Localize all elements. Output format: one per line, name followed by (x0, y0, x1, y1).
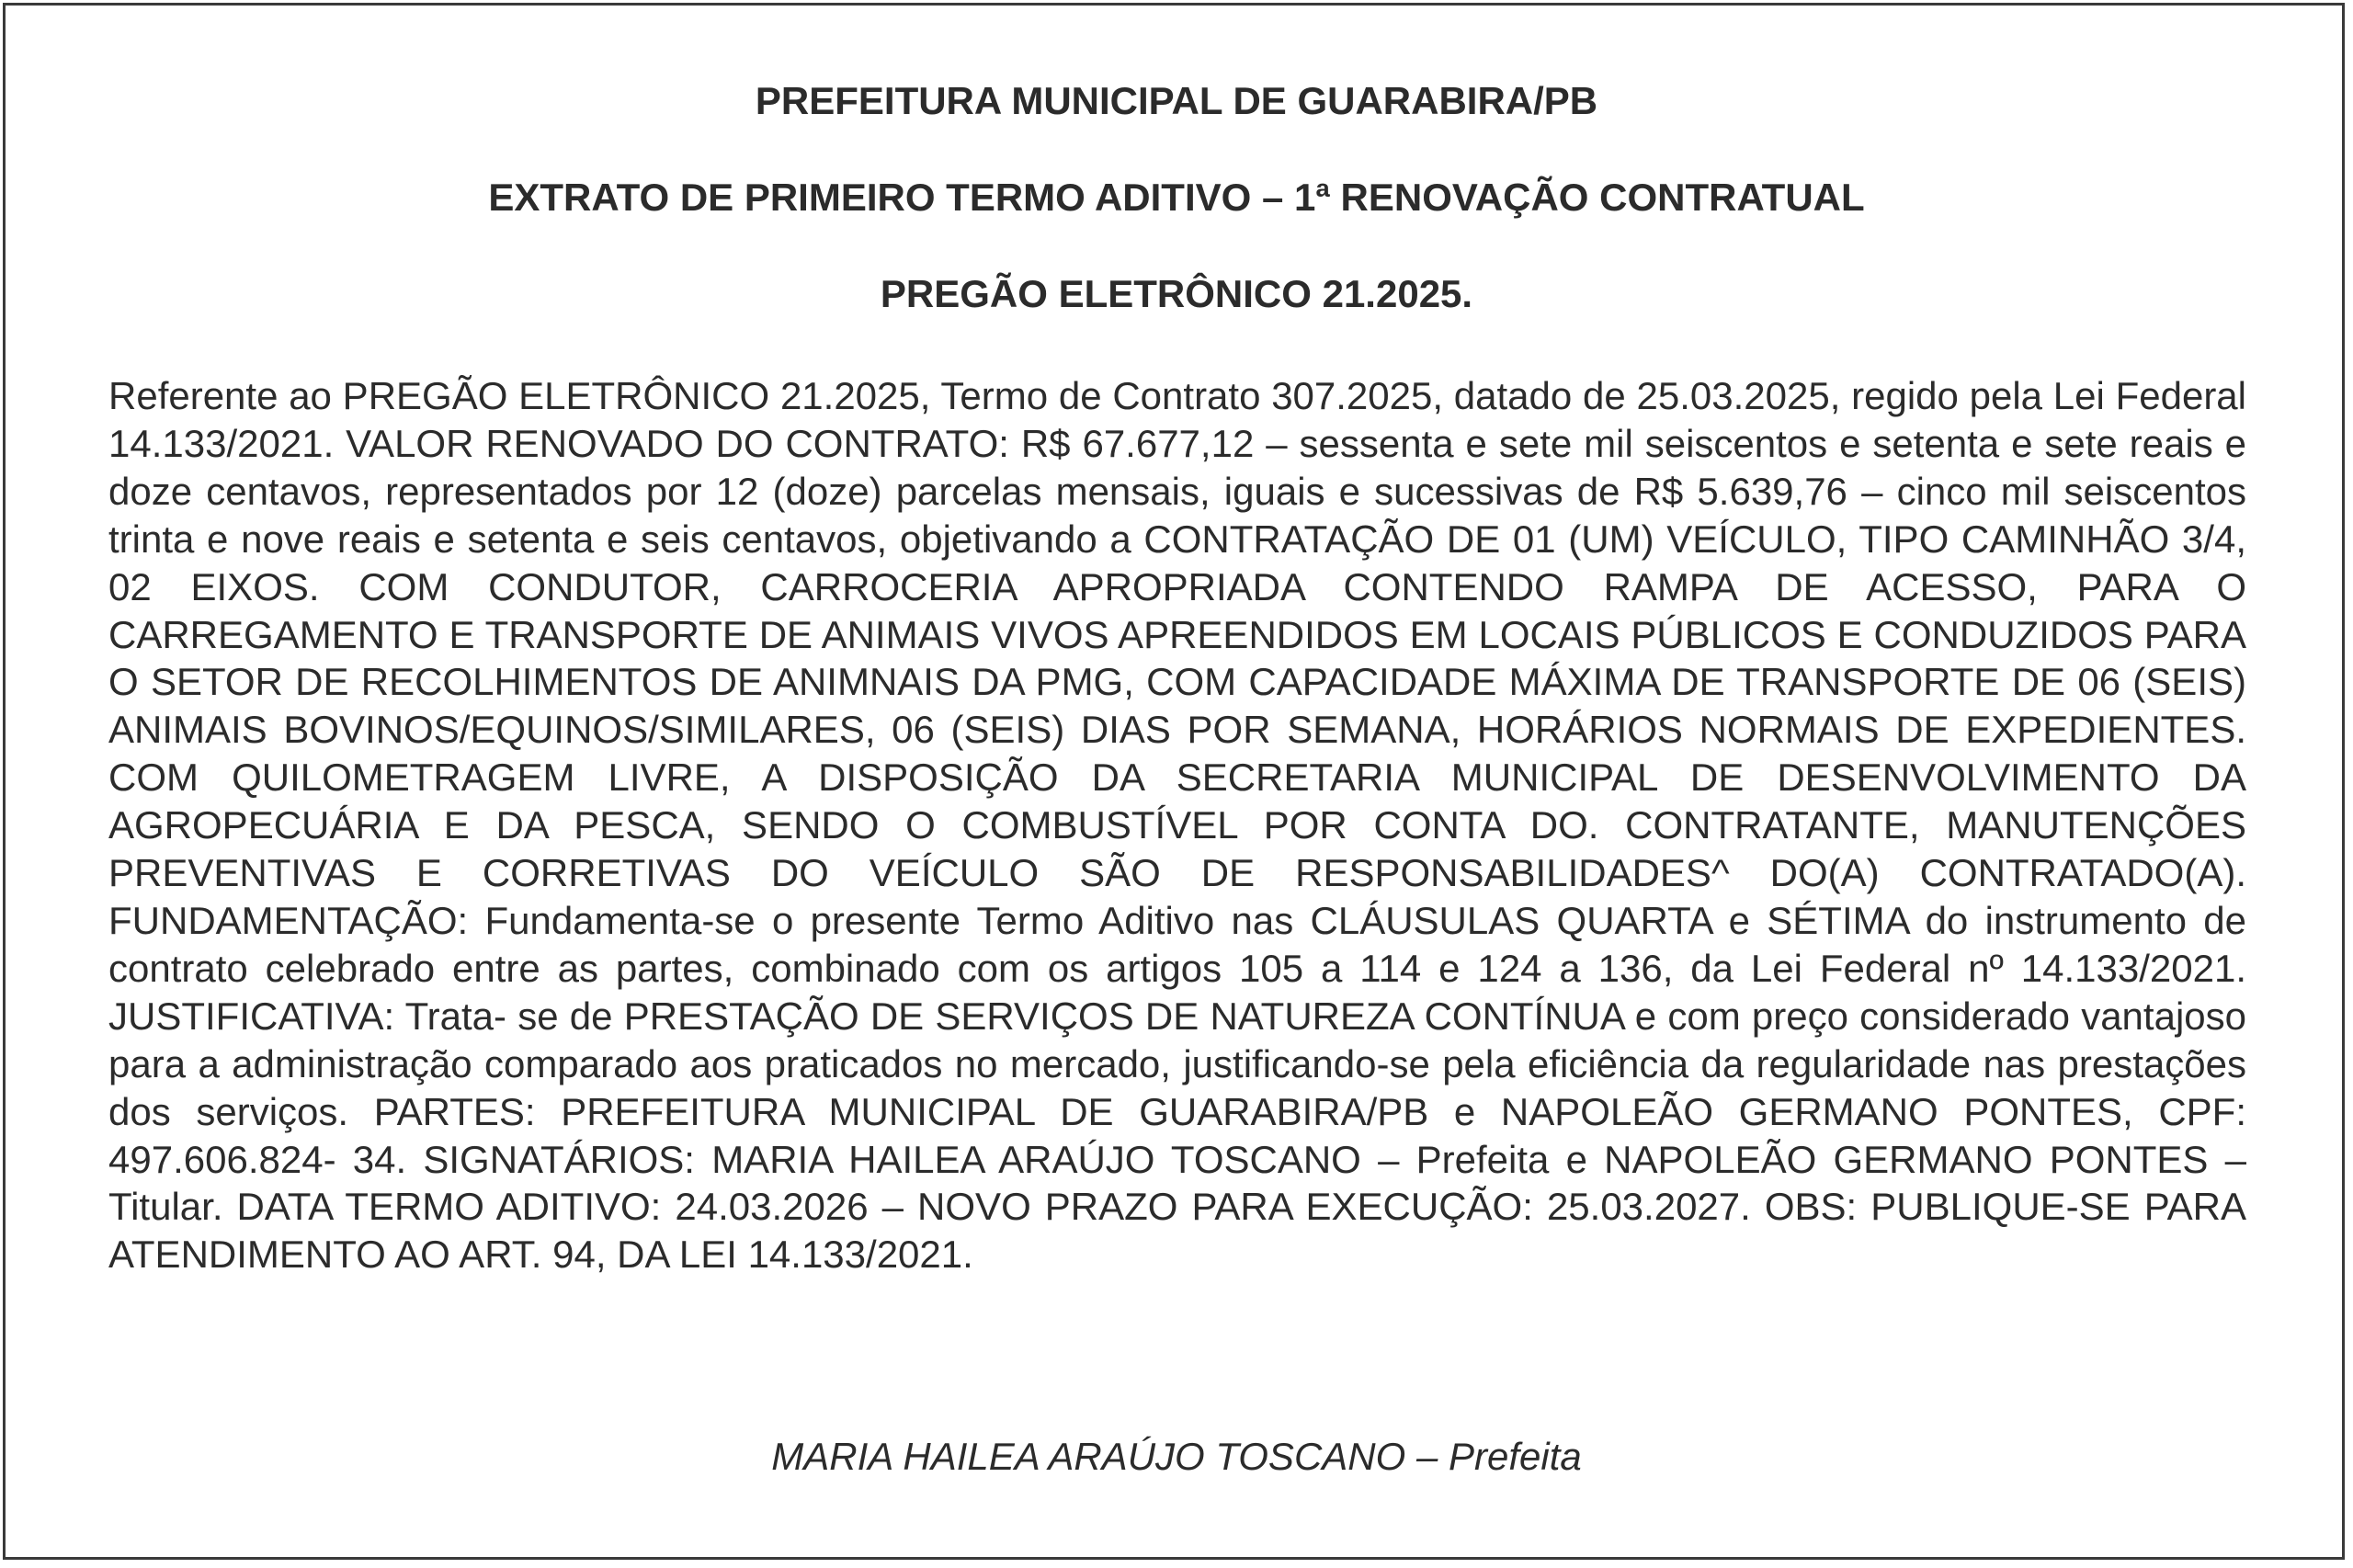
signature: MARIA HAILEA ARAÚJO TOSCANO – Prefeita (771, 1435, 1582, 1478)
heading-extrato: EXTRATO DE PRIMEIRO TERMO ADITIVO – 1ª RENOVAÇÃO CONTRATUAL (488, 176, 1865, 219)
heading-pregao: PREGÃO ELETRÔNICO 21.2025. (880, 272, 1473, 315)
heading-prefeitura: PREFEITURA MUNICIPAL DE GUARABIRA/PB (755, 79, 1598, 122)
document-body: Referente ao PREGÃO ELETRÔNICO 21.2025, Termo de Contrato 307.2025, datado de 25.03.2025, regido pela Lei Federal 14.133/2021. VALOR RENOVADO DO CONTRATO: R$ 67.677,12 – sessenta e sete mil seiscentos e setenta e sete reais e doze centavos, representados por 12 (doze) parcelas mensais, iguais e sucessivas de R$ 5.639,76 – cinco mil seiscentos trinta e nove reais e setenta e seis centavos, objetivando a CONTRATAÇÃO DE 01 (UM) VEÍCULO, TIPO CAMINHÃO 3/4, 02 EIXOS. COM CONDUTOR, CARROCERIA APROPRIADA CONTENDO RAMPA DE ACESSO, PARA O CARREGAMENTO E TRANSPORTE DE ANIMAIS VIVOS APREENDIDOS EM LOCAIS PÚBLICOS E CONDUZIDOS PARA O SETOR DE RECOLHIMENTOS DE ANIMNAIS DA PMG, COM CAPACIDADE MÁXIMA DE TRANSPORTE DE 06 (SEIS) ANIMAIS BOVINOS/EQUINOS/SIMILARES, 06 (SEIS) DIAS POR SEMANA, HORÁRIOS NORMAIS DE EXPEDIENTES. COM QUILOMETRAGEM LIVRE, A DISPOSIÇÃO DA SECRETARIA MUNICIPAL DE DESENVOLVIMENTO DA AGROPECUÁRIA E DA PESCA, SENDO O COMBUSTÍVEL POR CONTA DO. CONTRATANTE, MANUTENÇÕES PREVENTIVAS E CORRETIVAS DO VEÍCULO SÃO DE RESPONSABILIDADES^ DO(A) CONTRATADO(A). FUNDAMENTAÇÃO: Fundamenta-se o presente Termo Aditivo nas CLÁUSULAS QUARTA e SÉTIMA do instrumento de contrato celebrado entre as partes, combinado com os artigos 105 a 114 e 124 a 136, da Lei Federal nº 14.133/2021. JUSTIFICATIVA: Trata- se de PRESTAÇÃO DE SERVIÇOS DE NATUREZA CONTÍNUA e com preço considerado vantajoso para a administração comparado aos praticados no mercado, justificando-se pela eficiência da regularidade nas prestações dos serviços. PARTES: PREFEITURA MUNICIPAL DE GUARABIRA/PB e NAPOLEÃO GERMANO PONTES, CPF: 497.606.824- 34. SIGNATÁRIOS: MARIA HAILEA ARAÚJO TOSCANO – Prefeita e NAPOLEÃO GERMANO PONTES – Titular. DATA TERMO ADITIVO: 24.03.2026 – NOVO PRAZO PARA EXECUÇÃO: 25.03.2027. OBS: PUBLIQUE-SE PARA ATENDIMENTO AO ART. 94, DA LEI 14.133/2021. (108, 374, 2246, 1277)
